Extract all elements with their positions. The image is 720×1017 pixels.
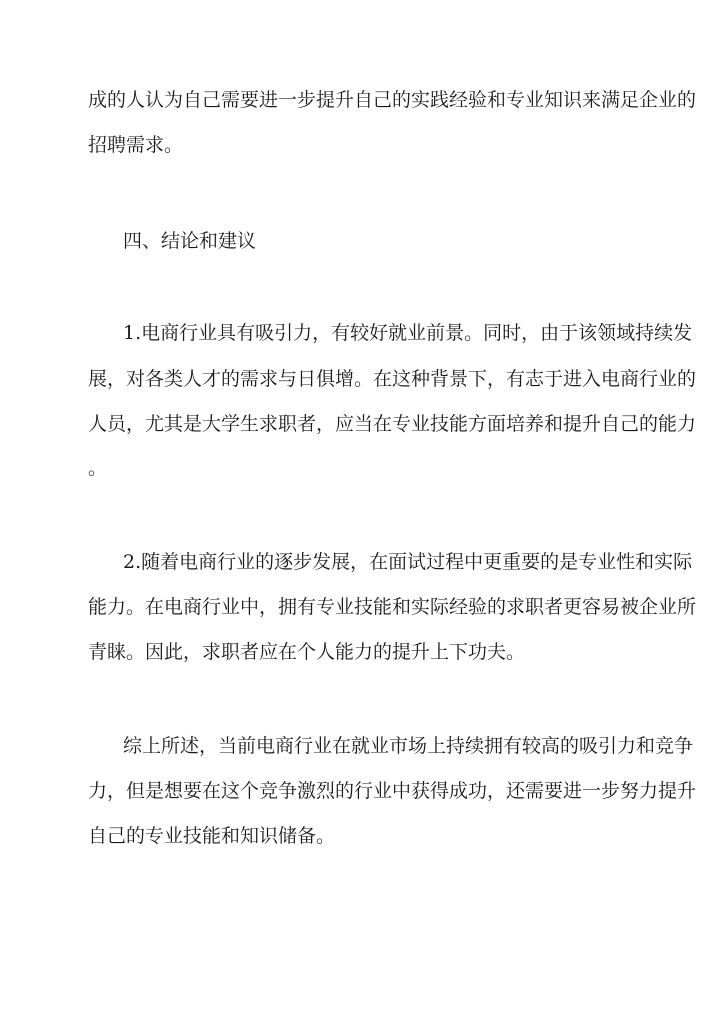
paragraph-line: 能力。在电商行业中，拥有专业技能和实际经验的求职者更容易被企业所 [88, 596, 697, 618]
paragraph-line: 招聘需求。 [88, 134, 184, 156]
paragraph-line: 青睐。因此，求职者应在个人能力的提升上下功夫。 [88, 641, 526, 663]
section-heading: 四、结论和建议 [123, 230, 257, 252]
paragraph-line: 人员，尤其是大学生求职者，应当在专业技能方面培养和提升自己的能力 [88, 413, 697, 435]
paragraph-line: 展，对各类人才的需求与日俱增。在这种背景下，有志于进入电商行业的 [88, 368, 697, 390]
paragraph-line: 1.电商行业具有吸引力，有较好就业前景。同时，由于该领域持续发 [123, 322, 693, 344]
paragraph-line: 成的人认为自己需要进一步提升自己的实践经验和专业知识来满足企业的 [88, 89, 697, 111]
paragraph-line: 2.随着电商行业的逐步发展，在面试过程中更重要的是专业性和实际 [123, 551, 693, 573]
paragraph-line: 自己的专业技能和知识储备。 [88, 825, 336, 847]
paragraph-line: 综上所述，当前电商行业在就业市场上持续拥有较高的吸引力和竞争 [123, 735, 694, 757]
paragraph-line: 力，但是想要在这个竞争激烈的行业中获得成功，还需要进一步努力提升 [88, 780, 697, 802]
paragraph-line: 。 [88, 457, 108, 479]
